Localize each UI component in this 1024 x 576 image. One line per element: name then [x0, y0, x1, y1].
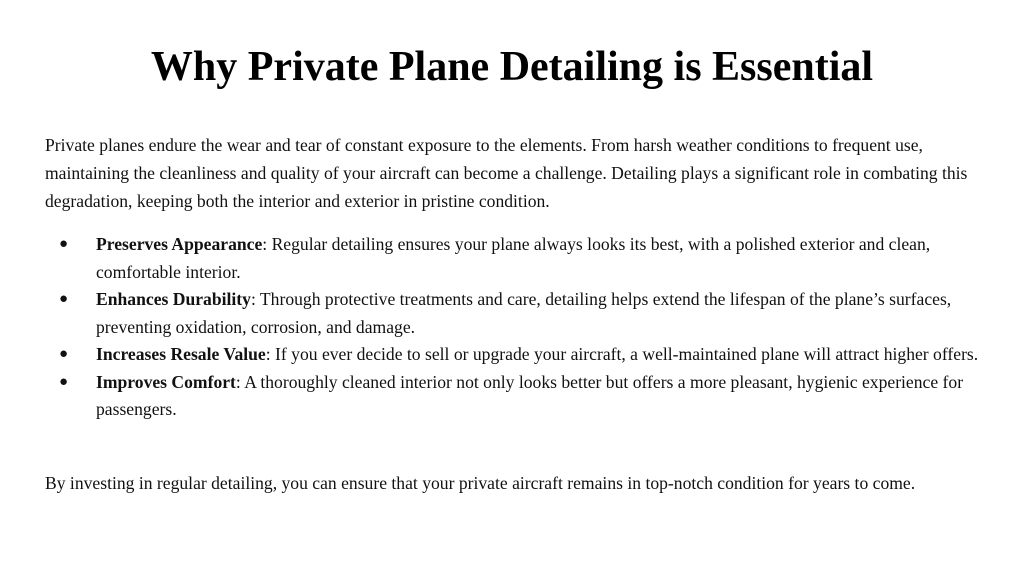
bullet-text: : A thoroughly cleaned interior not only looks better but offers a more pleasant, hygienic experience for passengers. — [96, 371, 964, 419]
closing-paragraph: By investing in regular detailing, you can ensure that your private aircraft remains in top-notch condition for years to come. — [45, 473, 916, 493]
list-item — [45, 369, 985, 424]
bullet-text: : Through protective treatments and care, detailing helps extend the lifespan of the plane’s surfaces, preventing oxidation, corrosion, and damage. — [96, 289, 952, 337]
bullet-icon: ● — [59, 236, 69, 252]
bullet-term: Improves Comfort — [96, 371, 236, 392]
bullet-text: : Regular detailing ensures your plane always looks its best, with a polished exterior and clean, comfortable interior. — [96, 234, 931, 282]
bullet-term: Increases Resale Value — [96, 344, 266, 364]
page-title: Why Private Plane Detailing is Essential — [150, 44, 874, 90]
list-item — [45, 231, 985, 286]
bullet-icon: ● — [59, 346, 69, 362]
bullet-term: Enhances Durability — [96, 289, 251, 309]
bullet-icon: ● — [59, 291, 69, 307]
bullet-icon: ● — [59, 373, 69, 390]
list-item — [45, 286, 985, 341]
benefits-list — [45, 231, 985, 424]
intro-paragraph: Private planes endure the wear and tear of constant exposure to the elements. From harsh weather conditions to frequent use, maintaining the cleanliness and quality of your aircraft can become a challenge. Detailing plays a significant role in combating this degradation, keeping both the interior and exterior in pristine condition. — [45, 135, 968, 211]
list-item — [45, 341, 985, 369]
bullet-term: Preserves Appearance — [96, 234, 263, 254]
bullet-text: : If you ever decide to sell or upgrade your aircraft, a well-maintained plane will attract higher offers. — [265, 344, 979, 364]
